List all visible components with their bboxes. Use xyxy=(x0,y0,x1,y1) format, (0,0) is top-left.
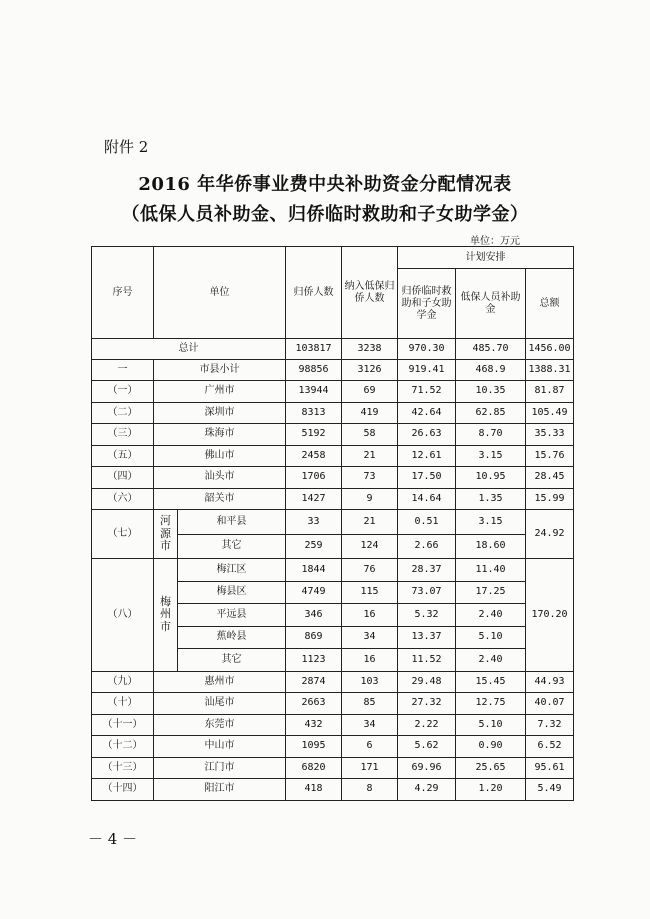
row-low-income: 103 xyxy=(342,671,398,693)
row-relief: 26.63 xyxy=(398,424,456,446)
header-subsidy: 低保人员补助金 xyxy=(456,269,526,339)
row-relief: 4.29 xyxy=(398,779,456,801)
subtotal-total: 1388.31 xyxy=(526,360,574,381)
row-returnees: 346 xyxy=(286,604,342,627)
row-subsidy: 5.10 xyxy=(456,626,526,649)
page-number: － 4 － xyxy=(88,830,138,848)
row-subsidy: 17.25 xyxy=(456,581,526,604)
row-subsidy: 62.85 xyxy=(456,402,526,424)
row-subsidy: 10.95 xyxy=(456,467,526,489)
row-total: 105.49 xyxy=(526,402,574,424)
row-seq: （九） xyxy=(92,671,154,693)
header-returnees: 归侨人数 xyxy=(286,247,342,339)
row-returnees: 13944 xyxy=(286,381,342,403)
row-unit: 蕉岭县 xyxy=(178,626,286,649)
row-returnees: 2663 xyxy=(286,693,342,715)
row-total: 15.76 xyxy=(526,445,574,467)
row-low-income: 69 xyxy=(342,381,398,403)
row-total: 44.93 xyxy=(526,671,574,693)
row-returnees: 2874 xyxy=(286,671,342,693)
row-relief: 0.51 xyxy=(398,510,456,535)
row-seq: （十） xyxy=(92,693,154,715)
row-returnees: 5192 xyxy=(286,424,342,446)
row-low-income: 85 xyxy=(342,693,398,715)
row-unit: 其它 xyxy=(178,534,286,559)
row-unit: 汕头市 xyxy=(154,467,286,489)
subtotal-seq: 一 xyxy=(92,360,154,381)
row-relief: 69.96 xyxy=(398,757,456,779)
row-subsidy: 5.10 xyxy=(456,714,526,736)
subtotal-row xyxy=(92,360,574,381)
row-seq: （二） xyxy=(92,402,154,424)
row-relief: 14.64 xyxy=(398,488,456,510)
unit-label: 单位：万元 xyxy=(470,236,520,247)
row-seq: （十二） xyxy=(92,736,154,758)
row-subsidy: 18.60 xyxy=(456,534,526,559)
table-row xyxy=(92,381,574,403)
header-seq: 序号 xyxy=(92,247,154,339)
table-row xyxy=(92,671,574,693)
header-plan: 计划安排 xyxy=(398,247,574,269)
row-unit: 汕尾市 xyxy=(154,693,286,715)
table-row xyxy=(92,559,574,582)
totals-total: 1456.00 xyxy=(526,339,574,360)
row-total: 95.61 xyxy=(526,757,574,779)
group-total: 170.20 xyxy=(526,559,574,672)
row-subsidy: 11.40 xyxy=(456,559,526,582)
group-total: 24.92 xyxy=(526,510,574,559)
row-returnees: 1706 xyxy=(286,467,342,489)
subtotal-returnees: 98856 xyxy=(286,360,342,381)
row-subsidy: 25.65 xyxy=(456,757,526,779)
row-relief: 71.52 xyxy=(398,381,456,403)
row-low-income: 21 xyxy=(342,510,398,535)
row-returnees: 418 xyxy=(286,779,342,801)
subtotal-subsidy: 468.9 xyxy=(456,360,526,381)
totals-row xyxy=(92,339,574,360)
totals-returnees: 103817 xyxy=(286,339,342,360)
row-low-income: 6 xyxy=(342,736,398,758)
row-low-income: 73 xyxy=(342,467,398,489)
row-subsidy: 10.35 xyxy=(456,381,526,403)
table-row xyxy=(92,779,574,801)
row-relief: 11.52 xyxy=(398,649,456,672)
row-subsidy: 1.35 xyxy=(456,488,526,510)
header-total: 总额 xyxy=(526,269,574,339)
row-relief: 17.50 xyxy=(398,467,456,489)
table-row xyxy=(92,445,574,467)
row-returnees: 1095 xyxy=(286,736,342,758)
row-low-income: 76 xyxy=(342,559,398,582)
row-relief: 42.64 xyxy=(398,402,456,424)
row-returnees: 869 xyxy=(286,626,342,649)
row-relief: 13.37 xyxy=(398,626,456,649)
row-subsidy: 8.70 xyxy=(456,424,526,446)
row-relief: 5.32 xyxy=(398,604,456,627)
row-total: 15.99 xyxy=(526,488,574,510)
header-low-income: 纳入低保归侨人数 xyxy=(342,247,398,339)
group-city xyxy=(154,510,178,559)
row-unit: 佛山市 xyxy=(154,445,286,467)
row-subsidy: 1.20 xyxy=(456,779,526,801)
attachment-label: 附件 2 xyxy=(104,138,149,156)
row-seq: （三） xyxy=(92,424,154,446)
row-unit: 江门市 xyxy=(154,757,286,779)
row-returnees: 6820 xyxy=(286,757,342,779)
row-seq: （六） xyxy=(92,488,154,510)
row-low-income: 58 xyxy=(342,424,398,446)
table-row xyxy=(92,402,574,424)
row-total: 6.52 xyxy=(526,736,574,758)
row-low-income: 171 xyxy=(342,757,398,779)
row-total: 40.07 xyxy=(526,693,574,715)
row-unit: 深圳市 xyxy=(154,402,286,424)
row-unit: 和平县 xyxy=(178,510,286,535)
row-unit: 东莞市 xyxy=(154,714,286,736)
row-returnees: 1844 xyxy=(286,559,342,582)
row-unit: 梅县区 xyxy=(178,581,286,604)
row-relief: 5.62 xyxy=(398,736,456,758)
table-row xyxy=(92,467,574,489)
row-returnees: 432 xyxy=(286,714,342,736)
row-returnees: 33 xyxy=(286,510,342,535)
row-relief: 2.22 xyxy=(398,714,456,736)
row-seq: （五） xyxy=(92,445,154,467)
row-subsidy: 15.45 xyxy=(456,671,526,693)
row-seq: （十三） xyxy=(92,757,154,779)
row-relief: 73.07 xyxy=(398,581,456,604)
row-relief: 28.37 xyxy=(398,559,456,582)
row-relief: 12.61 xyxy=(398,445,456,467)
row-total: 81.87 xyxy=(526,381,574,403)
row-low-income: 419 xyxy=(342,402,398,424)
row-total: 35.33 xyxy=(526,424,574,446)
row-unit: 其它 xyxy=(178,649,286,672)
row-relief: 29.48 xyxy=(398,671,456,693)
row-unit: 韶关市 xyxy=(154,488,286,510)
row-low-income: 124 xyxy=(342,534,398,559)
table-row xyxy=(92,424,574,446)
row-returnees: 1123 xyxy=(286,649,342,672)
row-relief: 2.66 xyxy=(398,534,456,559)
group-city-label: 河源市 xyxy=(160,514,171,553)
row-subsidy: 3.15 xyxy=(456,510,526,535)
row-total: 7.32 xyxy=(526,714,574,736)
group-seq: （七） xyxy=(92,510,154,559)
row-seq: （十四） xyxy=(92,779,154,801)
row-total: 5.49 xyxy=(526,779,574,801)
row-relief: 27.32 xyxy=(398,693,456,715)
row-returnees: 2458 xyxy=(286,445,342,467)
subtotal-low-income: 3126 xyxy=(342,360,398,381)
row-subsidy: 2.40 xyxy=(456,649,526,672)
group-city-label: 梅州市 xyxy=(160,594,171,634)
row-returnees: 8313 xyxy=(286,402,342,424)
document-title: 2016 年华侨事业费中央补助资金分配情况表 xyxy=(138,174,512,195)
table-row xyxy=(92,510,574,535)
header-relief: 归侨临时救助和子女助学金 xyxy=(398,269,456,339)
row-returnees: 4749 xyxy=(286,581,342,604)
row-total: 28.45 xyxy=(526,467,574,489)
row-unit: 广州市 xyxy=(154,381,286,403)
table-row xyxy=(92,736,574,758)
subtotal-label: 市县小计 xyxy=(154,360,286,381)
document-subtitle: （低保人员补助金、归侨临时救助和子女助学金） xyxy=(121,204,529,225)
row-seq: （一） xyxy=(92,381,154,403)
row-subsidy: 3.15 xyxy=(456,445,526,467)
row-low-income: 34 xyxy=(342,626,398,649)
row-subsidy: 0.90 xyxy=(456,736,526,758)
table-row xyxy=(92,488,574,510)
row-unit: 阳江市 xyxy=(154,779,286,801)
row-unit: 梅江区 xyxy=(178,559,286,582)
row-low-income: 34 xyxy=(342,714,398,736)
group-seq: （八） xyxy=(92,559,154,672)
allocation-table xyxy=(91,246,574,801)
row-seq: （十一） xyxy=(92,714,154,736)
group-city xyxy=(154,559,178,672)
row-low-income: 9 xyxy=(342,488,398,510)
row-seq: （四） xyxy=(92,467,154,489)
row-low-income: 16 xyxy=(342,649,398,672)
row-subsidy: 12.75 xyxy=(456,693,526,715)
row-unit: 惠州市 xyxy=(154,671,286,693)
row-returnees: 259 xyxy=(286,534,342,559)
table-row xyxy=(92,757,574,779)
totals-label: 总计 xyxy=(92,339,286,360)
row-unit: 平远县 xyxy=(178,604,286,627)
header-unit: 单位 xyxy=(154,247,286,339)
row-returnees: 1427 xyxy=(286,488,342,510)
row-low-income: 21 xyxy=(342,445,398,467)
row-low-income: 115 xyxy=(342,581,398,604)
subtotal-relief: 919.41 xyxy=(398,360,456,381)
table-row xyxy=(92,714,574,736)
table-row xyxy=(92,693,574,715)
totals-relief: 970.30 xyxy=(398,339,456,360)
row-unit: 中山市 xyxy=(154,736,286,758)
totals-subsidy: 485.70 xyxy=(456,339,526,360)
totals-low-income: 3238 xyxy=(342,339,398,360)
row-low-income: 16 xyxy=(342,604,398,627)
row-subsidy: 2.40 xyxy=(456,604,526,627)
row-unit: 珠海市 xyxy=(154,424,286,446)
row-low-income: 8 xyxy=(342,779,398,801)
